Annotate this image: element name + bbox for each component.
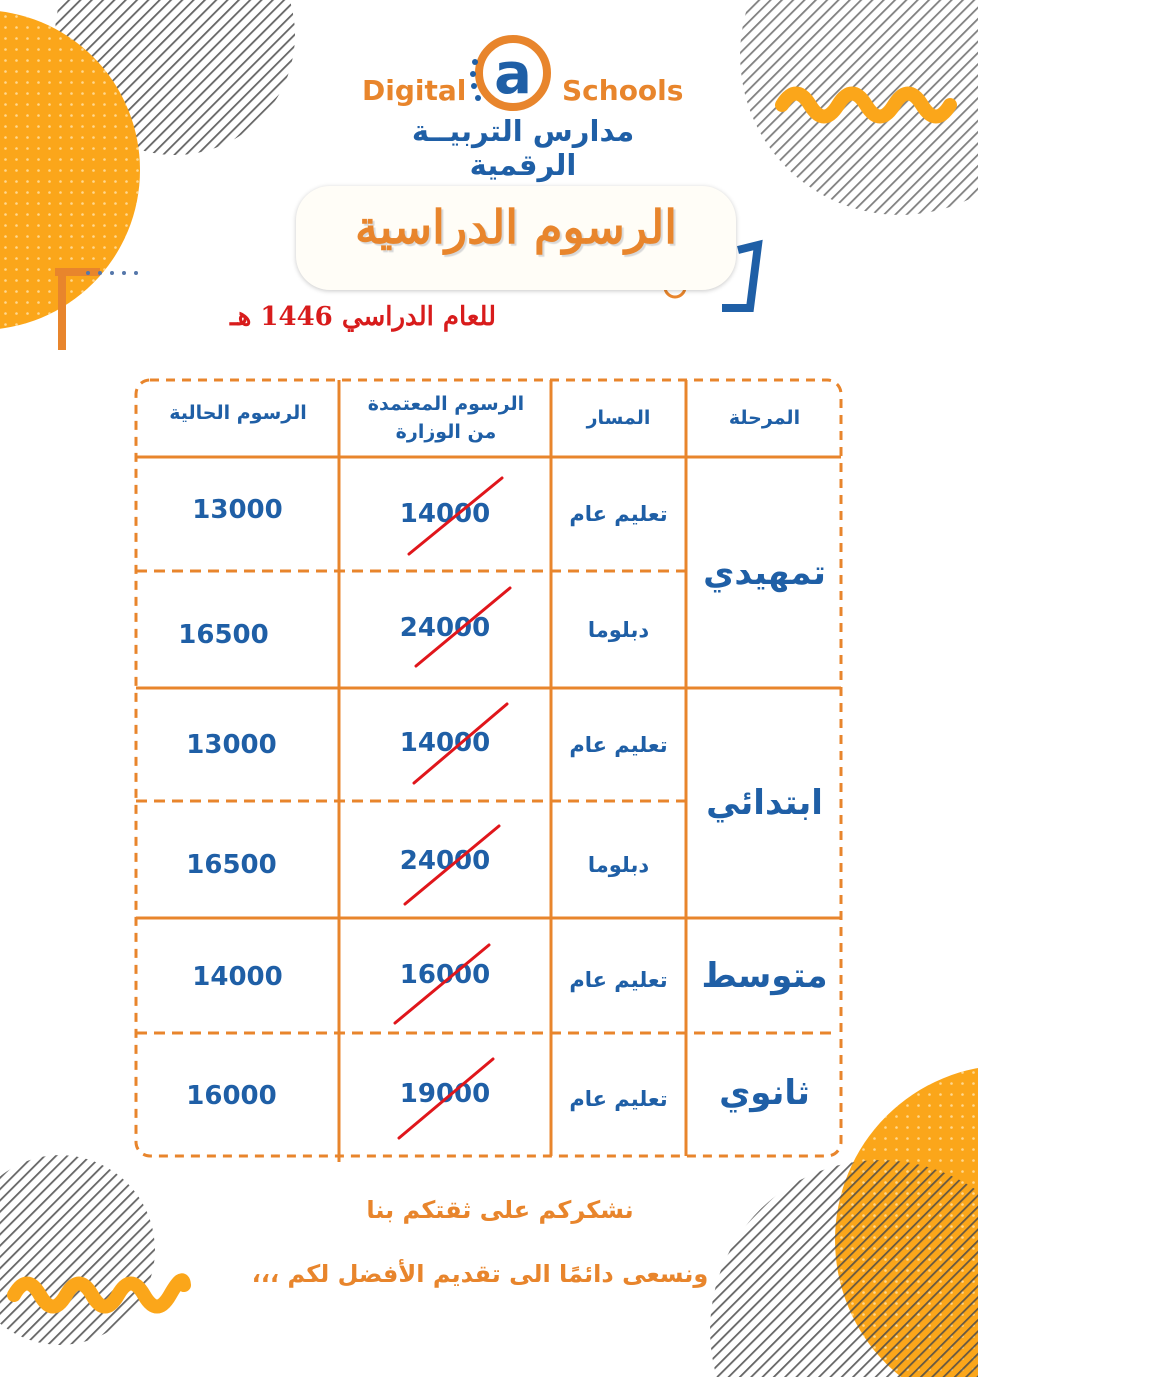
strike-line bbox=[399, 1059, 493, 1138]
track-cell: تعليم عام bbox=[569, 732, 668, 757]
track-cell: تعليم عام bbox=[569, 1087, 668, 1111]
track-cell: دبلوما bbox=[587, 617, 650, 642]
current-fee-cell: 13000 bbox=[186, 729, 277, 760]
ministry-fee-cell: 24000 bbox=[399, 613, 491, 643]
academic-year: للعام الدراسي 1446 هـ bbox=[230, 302, 496, 332]
current-fee-cell: 14000 bbox=[192, 961, 283, 992]
header-current-fees: الرسوم الحالية bbox=[169, 402, 307, 425]
ministry-fee-cell: 24000 bbox=[399, 846, 491, 876]
strike-line bbox=[416, 588, 510, 666]
stage-label: متوسط bbox=[701, 955, 828, 996]
current-fee-cell: 16500 bbox=[178, 620, 269, 650]
svg-text:a: a bbox=[494, 42, 532, 107]
header-ministry-fees: الرسوم المعتمدة من الوزارة bbox=[367, 393, 525, 443]
thanks-line-1: نشكركم على ثقتكم بنا bbox=[366, 1196, 634, 1224]
stage-label: ابتدائي bbox=[706, 783, 823, 823]
strike-line bbox=[405, 826, 499, 904]
stage-label: تمهيدي bbox=[703, 552, 826, 593]
track-cell: تعليم عام bbox=[569, 968, 668, 992]
current-fee-cell: 13000 bbox=[192, 495, 283, 525]
logo-text-digital: Digital bbox=[362, 74, 467, 107]
current-fee-cell: 16000 bbox=[186, 1081, 277, 1111]
header-track: المسار bbox=[586, 407, 651, 430]
header-stage: المرحلة bbox=[728, 407, 801, 430]
ministry-fee-cell: 16000 bbox=[399, 960, 491, 990]
ministry-fee-cell: 19000 bbox=[399, 1079, 491, 1109]
ministry-fee-cell: 14000 bbox=[399, 728, 491, 758]
ministry-fee-cell: 14000 bbox=[399, 499, 491, 529]
current-fee-cell: 16500 bbox=[186, 850, 277, 880]
stage-label: ثانوي bbox=[719, 1072, 810, 1113]
page-title: الرسوم الدراسية bbox=[355, 200, 677, 254]
track-cell: تعليم عام bbox=[569, 502, 668, 526]
strike-line bbox=[414, 704, 507, 783]
logo-text-arabic: مدارس التربيــة الرقمية bbox=[411, 114, 635, 182]
strike-line bbox=[395, 945, 489, 1023]
logo-text-schools: Schools bbox=[562, 74, 684, 107]
strike-line bbox=[409, 478, 502, 554]
track-cell: دبلوما bbox=[587, 853, 650, 877]
thanks-line-2: ونسعى دائمًا الى تقديم الأفضل لكم ،،، bbox=[251, 1260, 709, 1288]
